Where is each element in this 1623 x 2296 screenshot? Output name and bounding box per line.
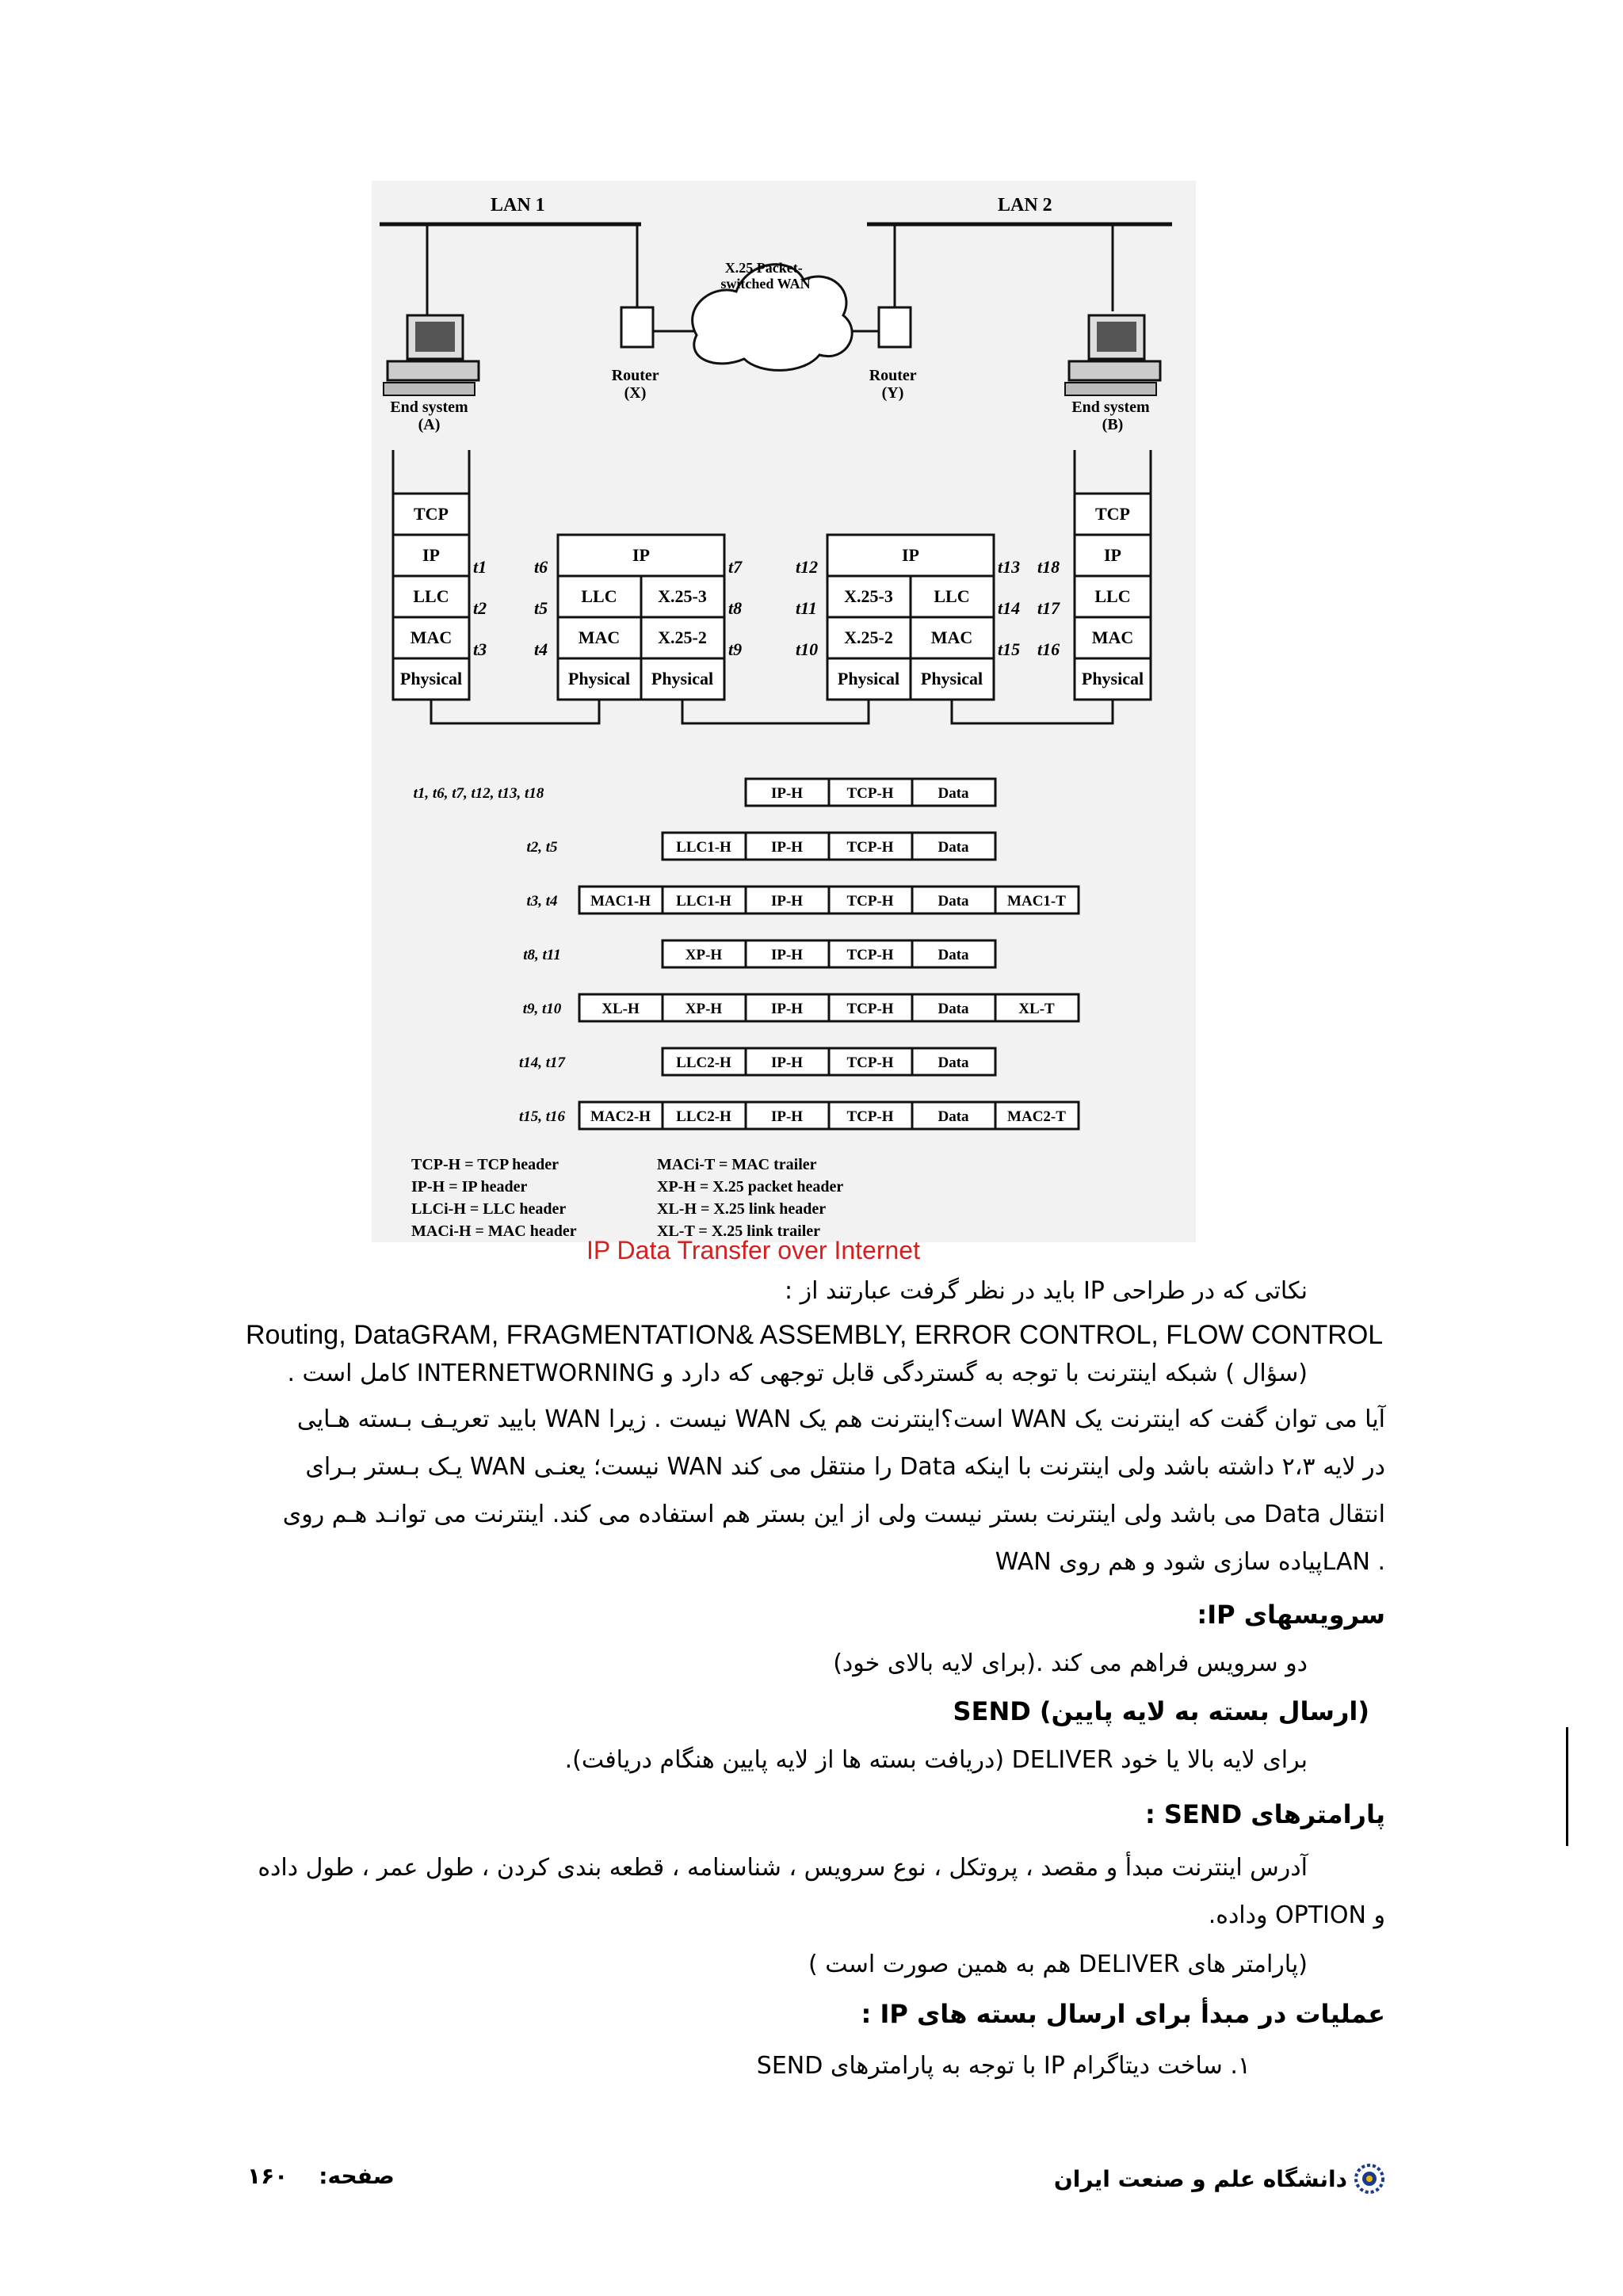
stack-b-physical: Physical: [1081, 669, 1144, 688]
wan-label-2: switched WAN: [720, 276, 811, 292]
para-deliver: برای لایه بالا یا خود DELIVER (دریافت بسته ها از لایه پایین هنگام دریافت).: [564, 1746, 1308, 1774]
pkt-r3-c6: MAC1-T: [1007, 893, 1066, 910]
stack-y-x252: X.25-2: [844, 627, 893, 647]
pkt-r3-label: t3, t4: [526, 893, 558, 910]
para-wan-4: WAN پیاده سازی شود و هم رویLAN .: [995, 1548, 1385, 1576]
pkt-r4-label: t8, t11: [523, 947, 561, 963]
legend-l4: MACi-H = MAC header: [411, 1222, 577, 1240]
para-deliver-params: (پارامتر های DELIVER هم به همین صورت است ): [808, 1951, 1308, 1978]
t10-label: t10: [796, 639, 819, 659]
para-design-points: نکاتی که در طراحی IP باید در نظر گرفت عبارتند از :: [784, 1277, 1308, 1305]
ip-transfer-figure: [372, 181, 1196, 1242]
legend-r4: XL-T = X.25 link trailer: [657, 1222, 821, 1240]
pkt-r5-c6: XL-T: [1018, 1001, 1055, 1017]
para-wan-3: انتقال Data می باشد ولی اینترنت بستر نیست ولی از این بستر هم استفاده می کند. اینترنت می توانـد هـم روی: [282, 1501, 1385, 1528]
t6-label: t6: [534, 557, 548, 577]
t9-label: t9: [728, 639, 743, 659]
t7-label: t7: [728, 557, 743, 577]
packet-rows: [579, 779, 1079, 1129]
legend-l3: LLCi-H = LLC header: [411, 1200, 567, 1218]
pkt-r4-c2: IP-H: [770, 947, 804, 963]
pkt-r7-c2: LLC2-H: [676, 1108, 731, 1125]
pkt-r6-label: t14, t17: [518, 1055, 566, 1071]
t3-label: t3: [473, 639, 487, 659]
t5-label: t5: [534, 598, 548, 618]
page-number: ۱۶۰: [247, 2163, 288, 2189]
router-y-sub: (Y): [881, 384, 904, 402]
legend-r3: XL-H = X.25 link header: [657, 1200, 827, 1218]
svg-text:Router (X) Router: [390, 367, 1153, 433]
pkt-r7-c5: Data: [938, 1108, 969, 1125]
t11-label: t11: [796, 598, 817, 618]
t15-label: t15: [998, 639, 1021, 659]
t16-label: t16: [1037, 639, 1060, 659]
physical-links: [431, 700, 1113, 723]
pkt-r3-c4: TCP-H: [846, 893, 894, 910]
pkt-r2-label: t2, t5: [526, 839, 558, 856]
stack-y-mac: MAC: [930, 627, 973, 647]
pkt-r6-c3: TCP-H: [846, 1055, 894, 1071]
t14-label: t14: [998, 598, 1021, 618]
router-y-label: Router: [869, 367, 917, 384]
stack-x-mac: MAC: [578, 627, 621, 647]
pkt-r3-c5: Data: [938, 893, 969, 910]
stack-x-x253: X.25-3: [658, 586, 707, 606]
pkt-r5-c3: IP-H: [770, 1001, 804, 1017]
stack-a-physical: Physical: [399, 669, 463, 688]
para-wan-1: آیا می توان گفت که اینترنت یک WAN است؟اینترنت هم یک WAN نیست . زیرا WAN بایید تعریـف بـسته هـایی: [296, 1405, 1385, 1433]
pkt-r3-c3: IP-H: [770, 893, 804, 910]
t8-label: t8: [728, 598, 743, 618]
pkt-r3-c1: MAC1-H: [590, 893, 651, 910]
stack-a-tcp: TCP: [414, 504, 449, 524]
stack-a-mac: MAC: [410, 627, 453, 647]
stack-b-tcp: TCP: [1095, 504, 1130, 524]
list-item-1: ۱. ساخت دیتاگرام IP با توجه به پارامترهای SEND: [756, 2052, 1251, 2080]
svg-text:X.25 Packet- switched WAN: [720, 260, 810, 292]
heading-send: SEND (ارسال بسته به لایه پایین): [953, 1696, 1369, 1726]
end-b-label: End system: [1071, 399, 1150, 416]
pkt-r7-c6: MAC2-T: [1007, 1108, 1066, 1125]
router-x-icon: [621, 307, 653, 347]
heading-source-ops: عملیات در مبدأ برای ارسال بسته های IP :: [861, 1999, 1385, 2029]
pkt-r6-c2: IP-H: [770, 1055, 804, 1071]
t2-label: t2: [473, 598, 487, 618]
footer-university: [1054, 2163, 1385, 2195]
lan2-label: LAN 2: [998, 195, 1052, 215]
computer-b-icon: [1065, 315, 1160, 395]
pkt-r1-c3: Data: [938, 785, 969, 802]
stack-x-physical-r: Physical: [651, 669, 714, 688]
stack-x-x252: X.25-2: [658, 627, 707, 647]
t12-label: t12: [796, 557, 819, 577]
router-x-sub: (X): [624, 384, 647, 402]
pkt-r1-label: t1, t6, t7, t12, t13, t18: [413, 785, 544, 802]
para-send-params-1: آدرس اینترنت مبدأ و مقصد ، پروتکل ، نوع سرویس ، شناسنامه ، قطعه بندی کردن ، طول عمر ، طول داده: [258, 1854, 1308, 1882]
pkt-r7-c1: MAC2-H: [590, 1108, 651, 1125]
pkt-r1-c1: IP-H: [770, 785, 804, 802]
footer-page: [247, 2163, 395, 2189]
para-send-params-2: و OPTION وداده.: [1208, 1901, 1385, 1929]
pkt-r2-c1: LLC1-H: [676, 839, 731, 856]
end-a-sub: (A): [418, 416, 441, 433]
pkt-r4-c3: TCP-H: [846, 947, 894, 963]
pkt-r5-c4: TCP-H: [846, 1001, 894, 1017]
pkt-r6-c4: Data: [938, 1055, 969, 1071]
stack-x-ip: IP: [632, 545, 650, 565]
pkt-r7-c4: TCP-H: [846, 1108, 894, 1125]
stack-x-physical-l: Physical: [567, 669, 631, 688]
para-wan-2: در لایه ۲،۳ داشته باشد ولی اینترنت با اینکه Data را منتقل می کند WAN نیست؛ یعنـی WAN یـک بـستر بـرای: [305, 1453, 1385, 1481]
stack-y-physical-r: Physical: [920, 669, 983, 688]
pkt-r2-c3: TCP-H: [846, 839, 894, 856]
stack-y-llc: LLC: [934, 586, 970, 606]
router-y-icon: [879, 307, 911, 347]
legend-l2: IP-H = IP header: [411, 1178, 528, 1196]
pkt-r4-c1: XP-H: [685, 947, 723, 963]
stack-b-ip: IP: [1104, 545, 1121, 565]
page-label: صفحه:: [319, 2163, 395, 2189]
para-keywords: Routing, DataGRAM, FRAGMENTATION& ASSEMBLY, ERROR CONTROL, FLOW CONTROL: [246, 1320, 1384, 1350]
pkt-r4-c4: Data: [938, 947, 969, 963]
stack-y-ip: IP: [902, 545, 919, 565]
stack-b-llc: LLC: [1094, 586, 1131, 606]
legend-r2: XP-H = X.25 packet header: [657, 1178, 844, 1196]
para-question: (سؤال ) شبکه اینترنت با توجه به گستردگی قابل توجهی که دارد و INTERNETWORNING کامل است .: [287, 1360, 1308, 1387]
t18-label: t18: [1037, 557, 1060, 577]
pkt-r7-c3: IP-H: [770, 1108, 804, 1125]
pkt-r6-c1: LLC2-H: [676, 1055, 731, 1071]
t4-label: t4: [534, 639, 548, 659]
stack-y-physical-l: Physical: [837, 669, 900, 688]
university-logo-icon: [1354, 2163, 1385, 2195]
stack-x-llc: LLC: [581, 586, 617, 606]
pkt-r5-c5: Data: [938, 1001, 969, 1017]
pkt-r5-c1: XL-H: [601, 1001, 640, 1017]
pkt-r2-c4: Data: [938, 839, 969, 856]
heading-ip-services: سرویسهای IP:: [1197, 1600, 1385, 1630]
stack-a-ip: IP: [422, 545, 440, 565]
legend-r1: MACi-T = MAC trailer: [657, 1156, 817, 1173]
t13-label: t13: [998, 557, 1021, 577]
university-name: دانشگاه علم و صنعت ایران: [1053, 2165, 1347, 2192]
stack-a-llc: LLC: [413, 586, 449, 606]
heading-send-params: پارامترهای SEND :: [1144, 1799, 1385, 1829]
pkt-r5-c2: XP-H: [685, 1001, 723, 1017]
end-b-sub: (B): [1102, 416, 1124, 433]
t17-label: t17: [1037, 598, 1060, 618]
para-two-services: دو سرویس فراهم می کند .(برای لایه بالای خود): [833, 1650, 1308, 1677]
wan-label-1: X.25 Packet-: [724, 260, 803, 276]
pkt-r1-c2: TCP-H: [846, 785, 894, 802]
lan1-label: LAN 1: [491, 195, 545, 215]
pkt-r2-c2: IP-H: [770, 839, 804, 856]
pkt-r5-label: t9, t10: [522, 1001, 562, 1017]
stack-b: [1075, 450, 1151, 700]
legend-l1: TCP-H = TCP header: [411, 1156, 559, 1173]
end-a-label: End system: [390, 399, 468, 416]
stack-b-mac: MAC: [1091, 627, 1134, 647]
t1-label: t1: [473, 557, 487, 577]
pkt-r3-c2: LLC1-H: [676, 893, 731, 910]
stack-a: [393, 450, 469, 700]
figure-caption: IP Data Transfer over Internet: [586, 1236, 920, 1264]
stack-y-x253: X.25-3: [844, 586, 893, 606]
computer-a-icon: [384, 315, 479, 395]
margin-bar: [1566, 1727, 1568, 1846]
pkt-r7-label: t15, t16: [518, 1108, 566, 1125]
router-x-label: Router: [611, 367, 659, 384]
